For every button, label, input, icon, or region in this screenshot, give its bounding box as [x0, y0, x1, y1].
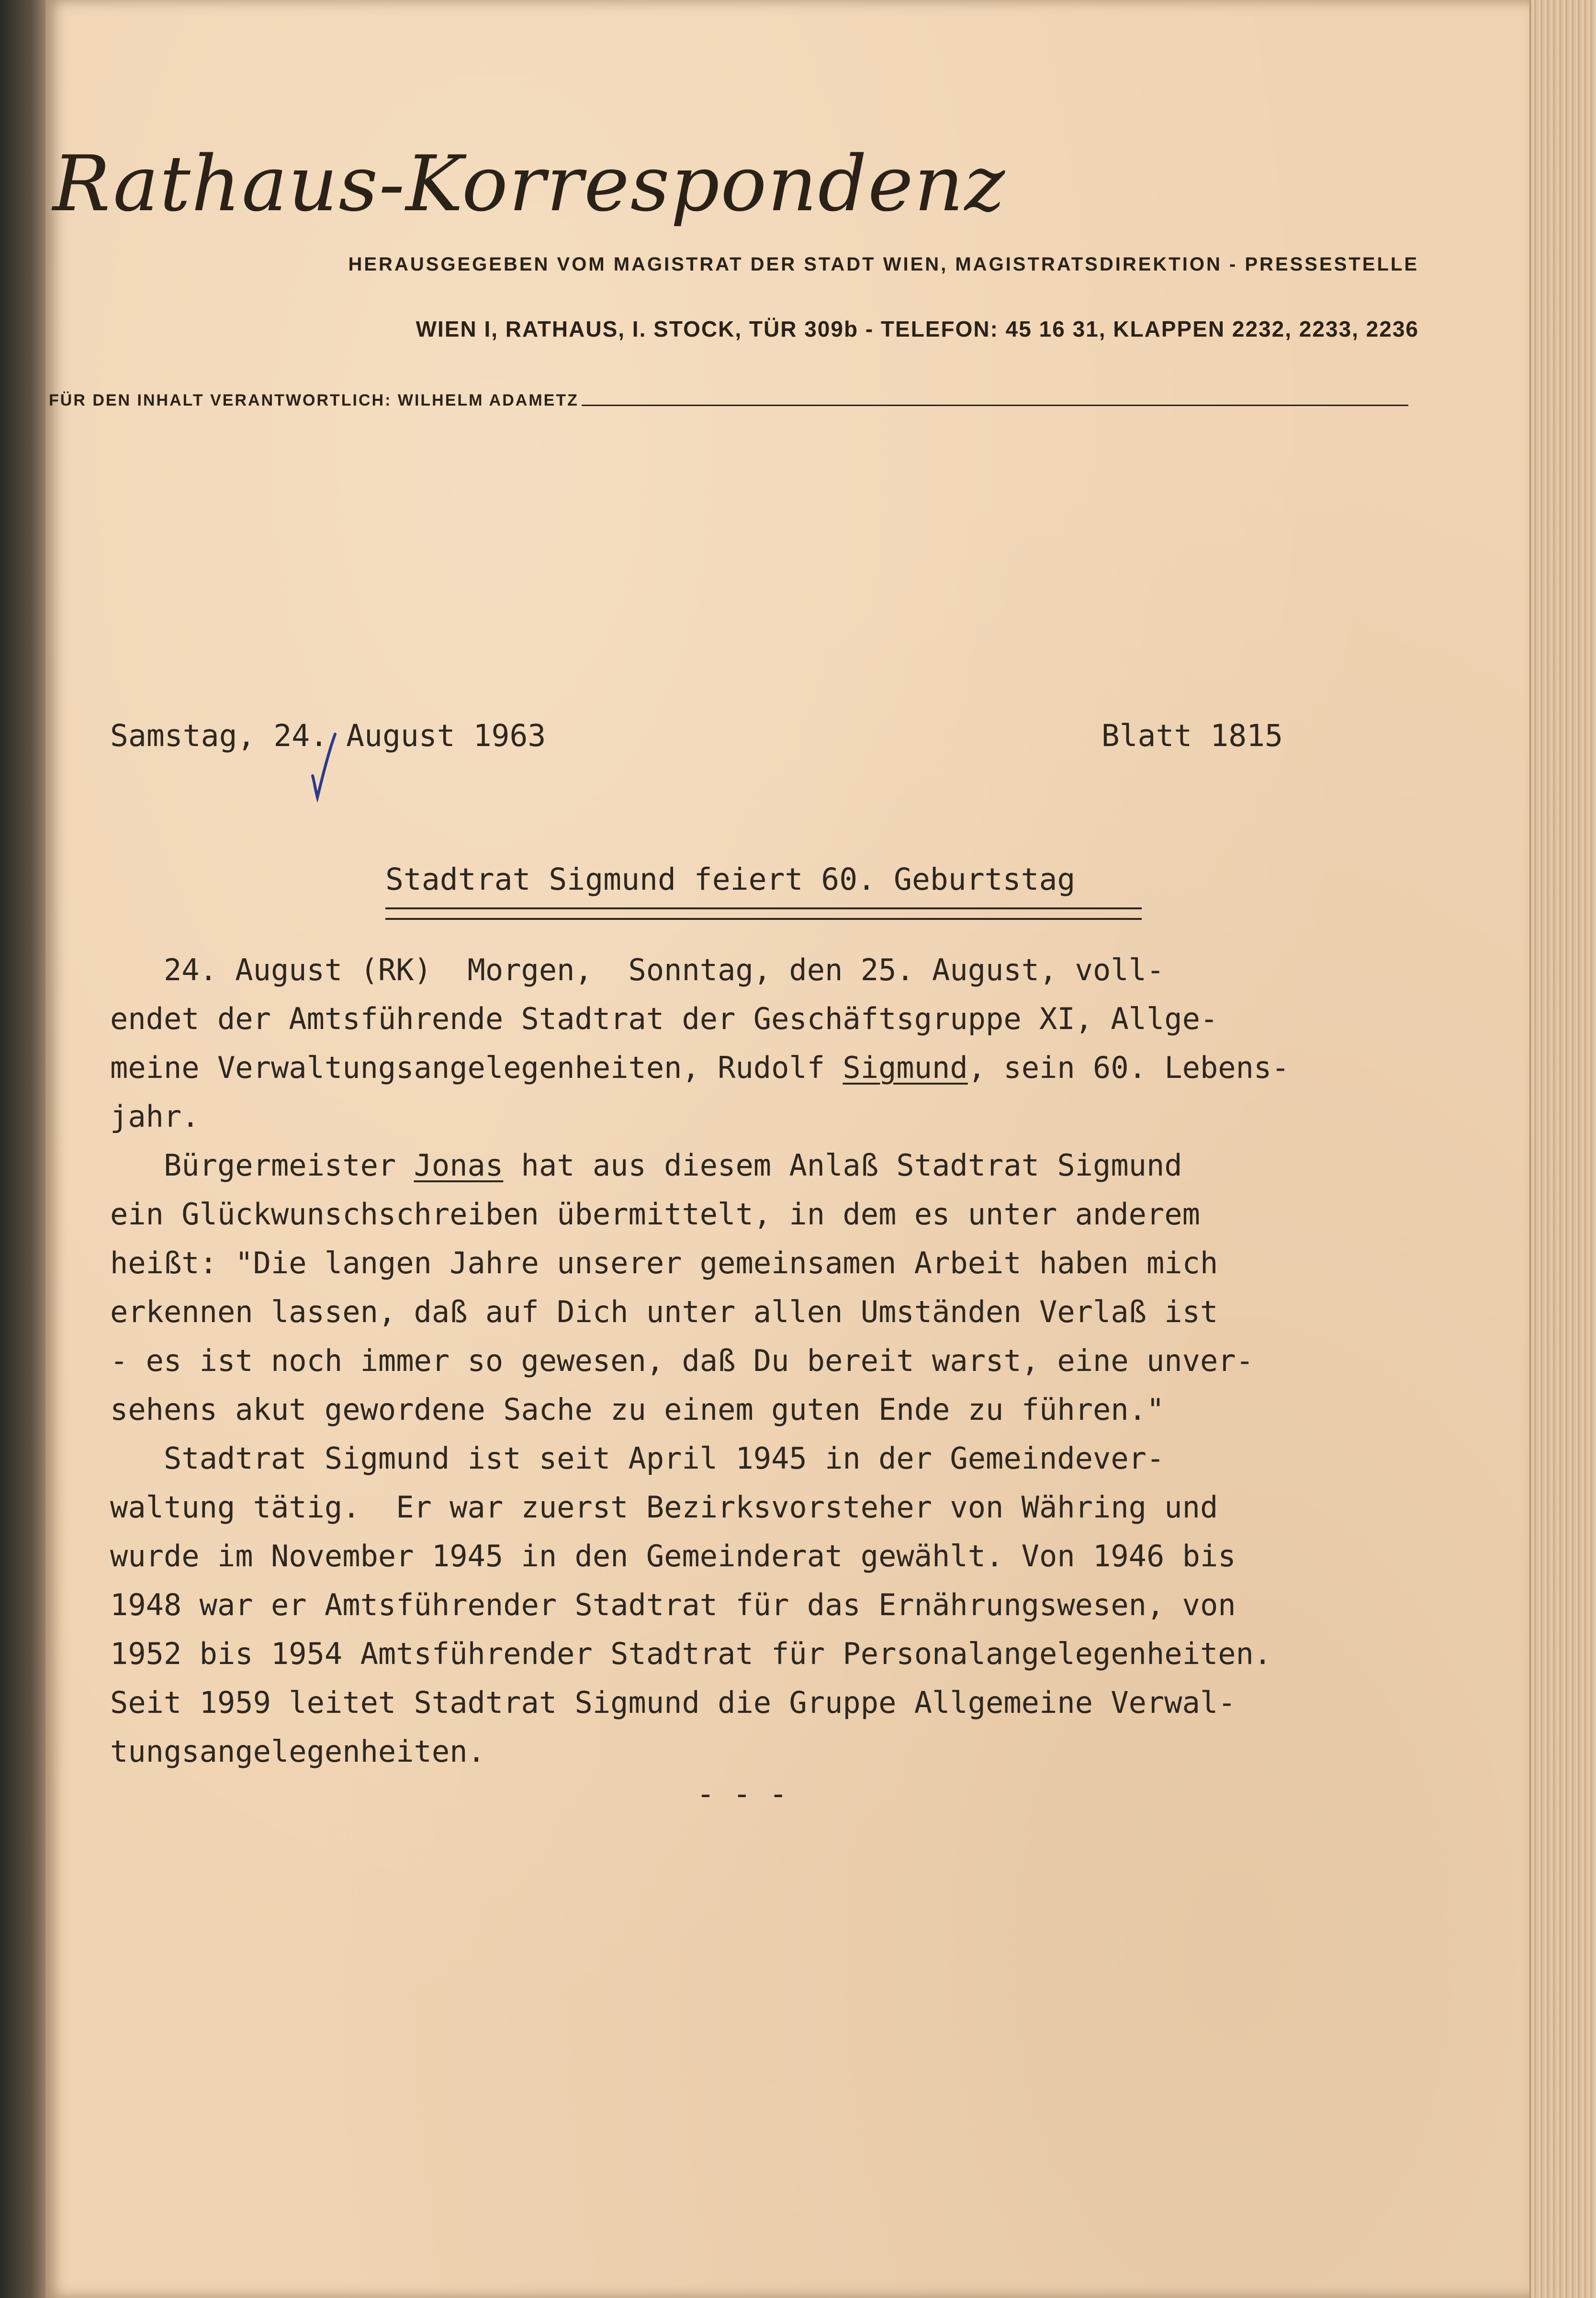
body-line: sehens akut gewordene Sache zu einem guten Ende zu führen." [110, 1392, 1165, 1427]
body-line: 24. August (RK) Morgen, Sonntag, den 25. August, voll- [110, 952, 1165, 987]
end-mark: - - - [697, 1777, 787, 1811]
masthead-title: Rathaus-Korrespondenz [53, 139, 1006, 228]
body-line [110, 1043, 1441, 1092]
body-line: erkennen lassen, daß auf Dich unter allen Umständen Verlaß ist [110, 1294, 1218, 1329]
body-line: ein Glückwunschschreiben übermittelt, in dem es unter anderem [110, 1197, 1200, 1232]
body-line: - es ist noch immer so gewesen, daß Du bereit warst, eine unver- [110, 1343, 1254, 1378]
body-text-segment: hat aus diesem Anlaß Stadtrat Sigmund [503, 1148, 1182, 1183]
responsible-label: FÜR DEN INHALT VERANTWORTLICH: WILHELM ADAMETZ [49, 391, 579, 409]
date-month-year: August 1963 [346, 718, 546, 753]
body-text-segment: meine Verwaltungsangelegenheiten, Rudolf [110, 1050, 843, 1085]
body-line: heißt: "Die langen Jahre unserer gemeinsamen Arbeit haben mich [110, 1245, 1218, 1280]
body-line: jahr. [110, 1099, 200, 1134]
body-line: waltung tätig. Er war zuerst Bezirksvorsteher von Währing und [110, 1490, 1218, 1525]
article-body [110, 946, 1441, 1776]
body-line: 1952 bis 1954 Amtsführender Stadtrat für Personalangelegenheiten. [110, 1636, 1272, 1671]
pen-checkmark-icon [309, 730, 337, 802]
body-line: Seit 1959 leitet Stadtrat Sigmund die Gruppe Allgemeine Verwal- [110, 1685, 1236, 1720]
article-headline: Stadtrat Sigmund feiert 60. Geburtstag [385, 862, 1076, 897]
body-line: endet der Amtsführende Stadtrat der Geschäftsgruppe XI, Allge- [110, 1001, 1218, 1036]
sheet-number: Blatt 1815 [1101, 718, 1283, 753]
body-line: Stadtrat Sigmund ist seit April 1945 in der Gemeindever- [110, 1441, 1165, 1476]
underlined-name-sigmund: Sigmund [843, 1050, 968, 1085]
body-line: wurde im November 1945 in den Gemeinderat gewählt. Von 1946 bis [110, 1539, 1236, 1574]
body-line: 1948 war er Amtsführender Stadtrat für das Ernährungswesen, von [110, 1587, 1236, 1622]
body-text-segment: Bürgermeister [110, 1148, 414, 1183]
address-line: WIEN I, RATHAUS, I. STOCK, TÜR 309b - TELEFON: 45 16 31, KLAPPEN 2232, 2233, 2236 [416, 317, 1419, 341]
headline-double-rule [385, 907, 1142, 920]
responsible-rule [582, 405, 1408, 406]
body-line [110, 1141, 1441, 1190]
body-text-segment: , sein 60. Lebens- [967, 1050, 1290, 1085]
page-edges [1529, 0, 1596, 2298]
body-line: tungsangelegenheiten. [110, 1734, 485, 1769]
publisher-line: HERAUSGEGEBEN VOM MAGISTRAT DER STADT WIEN, MAGISTRATSDIREKTION - PRESSESTELLE [348, 254, 1419, 275]
responsible-line [49, 386, 1408, 410]
date-day: Samstag, 24. [110, 718, 328, 753]
dateline [110, 718, 1283, 753]
underlined-name-jonas: Jonas [414, 1148, 504, 1183]
